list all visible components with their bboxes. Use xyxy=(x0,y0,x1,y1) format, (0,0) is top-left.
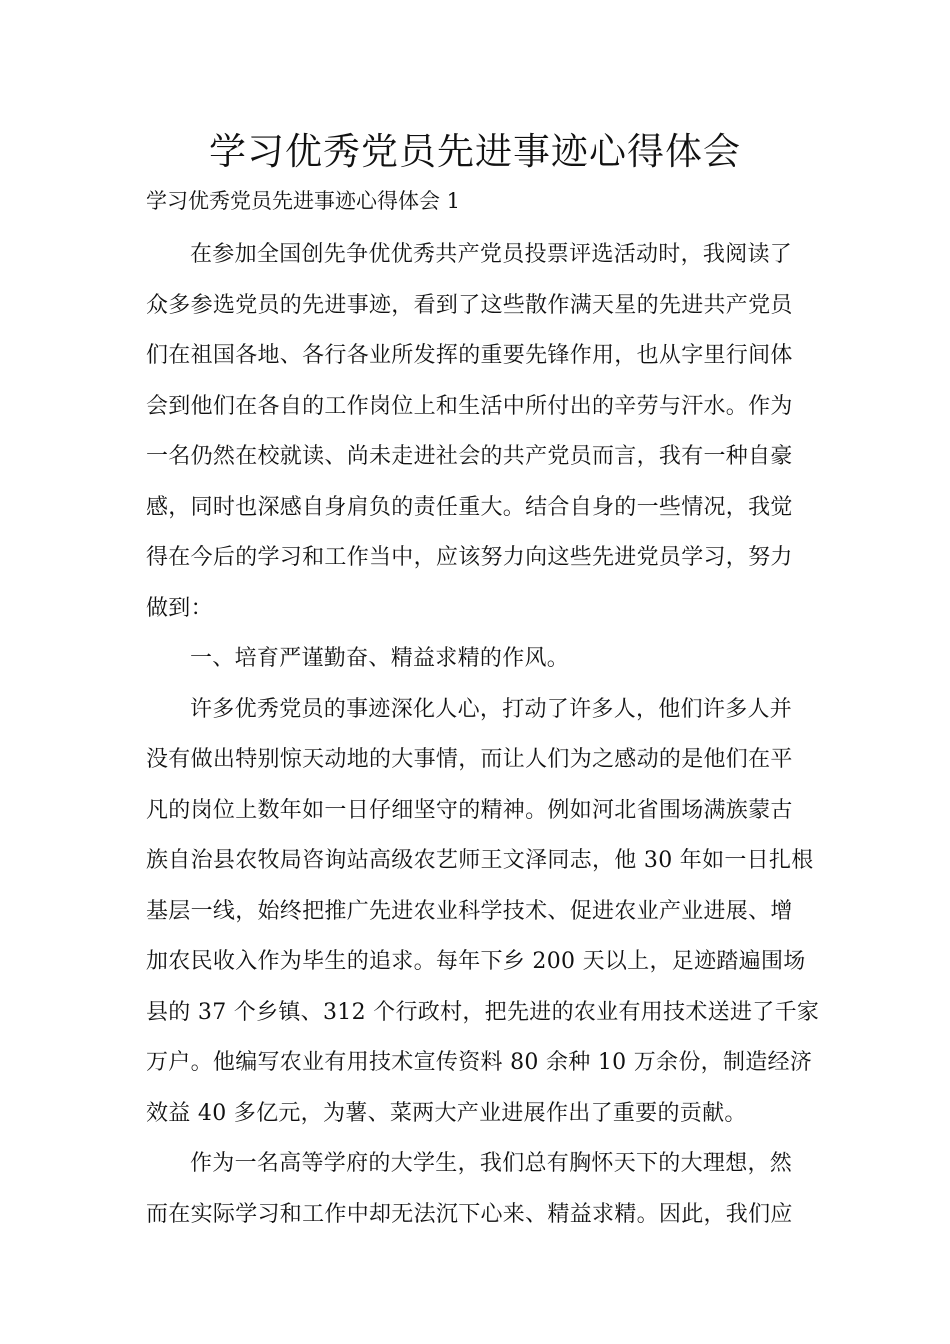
text-line: 族自治县农牧局咨询站高级农艺师王文泽同志，他 30 年如一日扎根 xyxy=(146,848,814,873)
text-line: 凡的岗位上数年如一日仔细坚守的精神。例如河北省围场满族蒙古 xyxy=(146,797,793,823)
text-line: 加农民收入作为毕生的追求。每年下乡 200 天以上，足迹踏遍围场 xyxy=(146,949,806,974)
text-line: 众多参选党员的先进事迹，看到了这些散作满天星的先进共产党员 xyxy=(146,292,793,318)
text-line: 一、培育严谨勤奋、精益求精的作风。 xyxy=(190,646,570,671)
document-subtitle: 学习优秀党员先进事迹心得体会 1 xyxy=(146,189,461,213)
text-line: 万户。他编写农业有用技术宣传资料 80 余种 10 万余份，制造经济 xyxy=(146,1050,813,1075)
text-line: 效益 40 多亿元，为薯、菜两大产业进展作出了重要的贡献。 xyxy=(146,1100,747,1126)
text-line: 基层一线，始终把推广先进农业科学技术、促进农业产业进展、增 xyxy=(146,898,793,924)
text-line: 在参加全国创先争优优秀共产党员投票评选活动时，我阅读了 xyxy=(190,242,793,267)
text-line: 做到： xyxy=(146,595,213,621)
text-line: 没有做出特别惊天动地的大事情，而让人们为之感动的是他们在平 xyxy=(146,747,793,772)
text-line: 许多优秀党员的事迹深化人心，打动了许多人，他们许多人并 xyxy=(190,696,793,722)
text-line: 而在实际学习和工作中却无法沉下心来、精益求精。因此，我们应 xyxy=(146,1201,793,1227)
document-title: 学习优秀党员先进事迹心得体会 xyxy=(209,130,741,173)
document-body xyxy=(146,230,820,1240)
text-line: 会到他们在各自的工作岗位上和生活中所付出的辛劳与汗水。作为 xyxy=(146,393,793,419)
text-line: 作为一名高等学府的大学生，我们总有胸怀天下的大理想，然 xyxy=(190,1151,793,1176)
text-line: 一名仍然在校就读、尚未走进社会的共产党员而言，我有一种自豪 xyxy=(146,444,793,469)
text-line: 得在今后的学习和工作当中，应该努力向这些先进党员学习，努力 xyxy=(146,545,793,570)
text-line: 们在祖国各地、各行各业所发挥的重要先锋作用，也从字里行间体 xyxy=(146,343,793,368)
text-line: 县的 37 个乡镇、312 个行政村，把先进的农业有用技术送进了千家 xyxy=(146,999,820,1025)
text-line: 感，同时也深感自身肩负的责任重大。结合自身的一些情况，我觉 xyxy=(146,494,793,520)
